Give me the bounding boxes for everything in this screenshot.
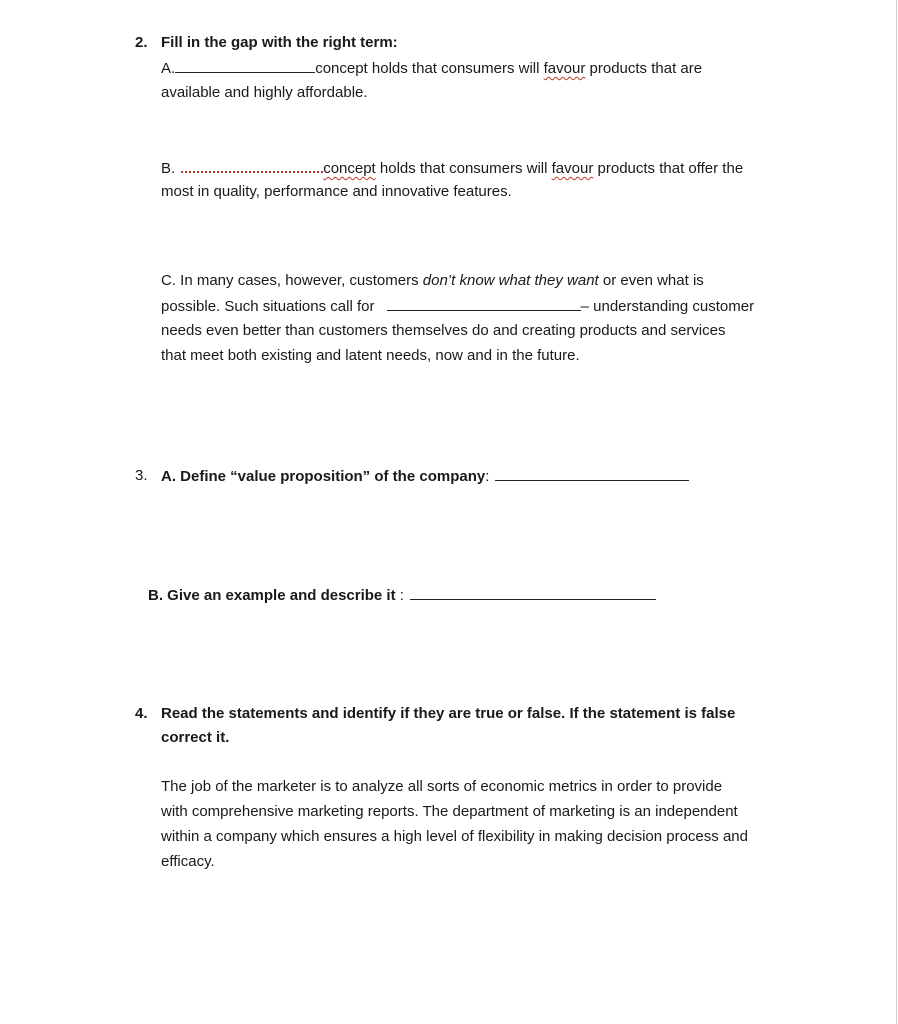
q2c-line-1-part-a: C. In many cases, however, customers <box>161 272 423 289</box>
q2a-favour: favour <box>543 60 586 77</box>
q2b-blank[interactable] <box>181 157 323 173</box>
q3b-blank[interactable] <box>410 585 656 600</box>
q2b-concept: concept <box>323 160 376 177</box>
q2c-line-1-italic: don’t know what they want <box>422 272 599 289</box>
q2a-concept: concept <box>315 60 368 77</box>
question-4-paragraph-line-3: within a company which ensures a high level of flexibility in making decision process and <box>161 828 748 845</box>
question-3b-line <box>148 585 656 606</box>
question-4-paragraph-line-2: with comprehensive marketing reports. The department of marketing is an independent <box>161 803 738 820</box>
q2a-blank[interactable] <box>175 58 315 73</box>
q2c-line-1-part-b: or even what is <box>598 272 704 289</box>
q2a-rest-1: holds that consumers will <box>367 60 544 77</box>
q2c-line-2-part-b: – understanding customer <box>580 298 755 315</box>
q2b-label: B. <box>161 160 176 177</box>
question-2-title: Fill in the gap with the right term: <box>161 34 398 51</box>
q2c-line-2-part-a: possible. Such situations call for <box>161 298 379 315</box>
question-2c-line-3: needs even better than customers themselves do and creating products and services <box>161 322 726 339</box>
question-4-title-line-2: correct it. <box>161 729 230 746</box>
question-4-paragraph-line-1: The job of the marketer is to analyze all sorts of economic metrics in order to provide <box>161 778 723 795</box>
question-2-number: 2. <box>135 34 148 51</box>
q2a-label: A. <box>161 60 176 77</box>
question-4-number: 4. <box>135 705 148 722</box>
q3b-colon: : <box>395 587 404 604</box>
q3a-colon: : <box>485 468 490 485</box>
q2a-rest-2: products that are <box>585 60 703 77</box>
question-2c-line-2 <box>161 296 754 317</box>
q3b-text: B. Give an example and describe it <box>148 587 396 604</box>
question-3a-line <box>161 466 689 487</box>
question-4-title-line-1: Read the statements and identify if they are true or false. If the statement is false <box>161 705 736 722</box>
q2b-favour: favour <box>551 160 594 177</box>
q2b-rest-1: holds that consumers will <box>375 160 552 177</box>
question-3-number: 3. <box>135 467 148 484</box>
question-2b-line-1 <box>161 157 743 179</box>
q3a-blank[interactable] <box>495 466 689 481</box>
question-2c-line-1 <box>161 271 704 291</box>
question-2a-line-2: available and highly affordable. <box>161 84 368 101</box>
q2c-blank[interactable] <box>387 296 581 311</box>
question-2b-line-2: most in quality, performance and innovative features. <box>161 183 512 200</box>
question-2c-line-4: that meet both existing and latent needs, now and in the future. <box>161 347 580 364</box>
q2b-rest-2: products that offer the <box>593 160 744 177</box>
q3a-text: A. Define “value proposition” of the company <box>161 468 486 485</box>
question-2a-line-1 <box>161 58 702 79</box>
question-4-paragraph-line-4: efficacy. <box>161 853 215 870</box>
